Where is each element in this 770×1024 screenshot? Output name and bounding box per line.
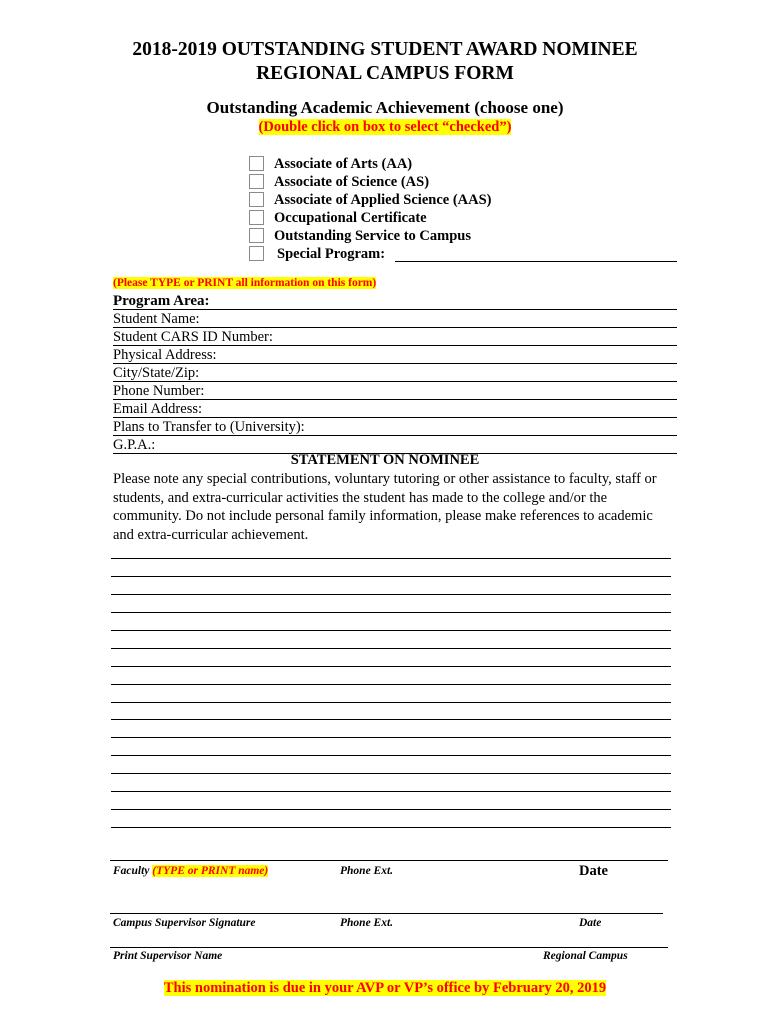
- supervisor-signature-line[interactable]: [110, 913, 663, 914]
- writing-line[interactable]: [111, 791, 671, 792]
- option-label: Outstanding Service to Campus: [274, 228, 471, 244]
- option-label: Associate of Applied Science (AAS): [274, 192, 492, 208]
- phone-ext-label: Phone Ext.: [340, 865, 394, 877]
- cars-id-label: Student CARS ID Number:: [113, 329, 273, 345]
- faculty-label: [113, 865, 268, 877]
- program-area-field[interactable]: [113, 292, 677, 310]
- city-state-zip-label: City/State/Zip:: [113, 365, 200, 381]
- email-field[interactable]: [113, 400, 677, 418]
- address-field[interactable]: [113, 346, 677, 364]
- program-area-label: Program Area:: [113, 293, 210, 309]
- email-label: Email Address:: [113, 401, 203, 417]
- writing-line[interactable]: [111, 648, 671, 649]
- cars-id-field[interactable]: [113, 328, 677, 346]
- phone-ext-label: Phone Ext.: [340, 917, 394, 929]
- program-area-input[interactable]: [217, 292, 677, 309]
- due-date-note: [0, 980, 770, 997]
- phone-number-input[interactable]: [213, 382, 677, 399]
- date-label: Date: [579, 863, 608, 879]
- address-input[interactable]: [227, 346, 677, 363]
- special-program-line[interactable]: [395, 261, 677, 262]
- statement-heading: STATEMENT ON NOMINEE: [290, 452, 480, 468]
- writing-line[interactable]: [111, 666, 671, 667]
- print-supervisor-line[interactable]: [110, 947, 668, 948]
- city-state-zip-input[interactable]: [209, 364, 677, 381]
- checkbox-service[interactable]: [249, 228, 264, 243]
- supervisor-signature-label: Campus Supervisor Signature: [113, 917, 256, 929]
- writing-line[interactable]: [111, 719, 671, 720]
- writing-line[interactable]: [111, 827, 671, 828]
- city-state-zip-field[interactable]: [113, 364, 677, 382]
- option-label: Associate of Science (AS): [274, 174, 430, 190]
- writing-line[interactable]: [111, 594, 671, 595]
- checkbox-instruction-text: (Double click on box to select “checked”): [258, 119, 512, 135]
- regional-campus-label: Regional Campus: [543, 950, 628, 962]
- cars-id-input[interactable]: [285, 328, 677, 345]
- section-subtitle: Outstanding Academic Achievement (choose one): [206, 98, 564, 117]
- checkbox-instruction: [0, 119, 770, 136]
- student-name-label: Student Name:: [113, 311, 200, 327]
- type-print-note: [113, 276, 376, 290]
- writing-line[interactable]: [111, 773, 671, 774]
- option-label: Special Program:: [277, 246, 386, 262]
- checkbox-as[interactable]: [249, 174, 264, 189]
- form-title-line-1: 2018-2019 OUTSTANDING STUDENT AWARD NOMINEE: [132, 39, 638, 60]
- transfer-field[interactable]: [113, 418, 677, 436]
- writing-line[interactable]: [111, 755, 671, 756]
- student-name-input[interactable]: [209, 310, 677, 327]
- transfer-input[interactable]: [317, 418, 677, 435]
- email-input[interactable]: [213, 400, 677, 417]
- writing-line[interactable]: [111, 558, 671, 559]
- writing-line[interactable]: [111, 630, 671, 631]
- writing-line[interactable]: [111, 576, 671, 577]
- writing-line[interactable]: [111, 684, 671, 685]
- form-title-line-2: REGIONAL CAMPUS FORM: [256, 63, 514, 84]
- writing-line[interactable]: [111, 702, 671, 703]
- faculty-label-text: Faculty: [113, 865, 150, 877]
- gpa-input[interactable]: [165, 436, 677, 453]
- option-label: Associate of Arts (AA): [274, 156, 413, 172]
- student-name-field[interactable]: [113, 310, 677, 328]
- address-label: Physical Address:: [113, 347, 217, 363]
- transfer-label: Plans to Transfer to (University):: [113, 419, 305, 435]
- option-label: Occupational Certificate: [274, 210, 427, 226]
- phone-number-field[interactable]: [113, 382, 677, 400]
- checkbox-aas[interactable]: [249, 192, 264, 207]
- checkbox-special-program[interactable]: [249, 246, 264, 261]
- checkbox-aa[interactable]: [249, 156, 264, 171]
- faculty-signature-line[interactable]: [110, 860, 668, 861]
- checkbox-occupational[interactable]: [249, 210, 264, 225]
- print-supervisor-label: Print Supervisor Name: [113, 950, 223, 962]
- statement-instructions: Please note any special contributions, voluntary tutoring or other assistance to faculty, staff or students, and extra-curricular activities the student has made to the college and/or the community. Do not include personal family information, please make references to academic and extra-curricular achievement.: [113, 471, 657, 543]
- faculty-type-print-note: (TYPE or PRINT name): [152, 865, 269, 877]
- type-print-note-text: (Please TYPE or PRINT all information on this form): [113, 277, 377, 289]
- phone-number-label: Phone Number:: [113, 383, 205, 399]
- gpa-label: G.P.A.:: [113, 437, 156, 453]
- due-date-note-text: This nomination is due in your AVP or VP’s office by February 20, 2019: [163, 980, 607, 996]
- date-label: Date: [579, 917, 602, 929]
- writing-line[interactable]: [111, 612, 671, 613]
- writing-line[interactable]: [111, 809, 671, 810]
- writing-line[interactable]: [111, 737, 671, 738]
